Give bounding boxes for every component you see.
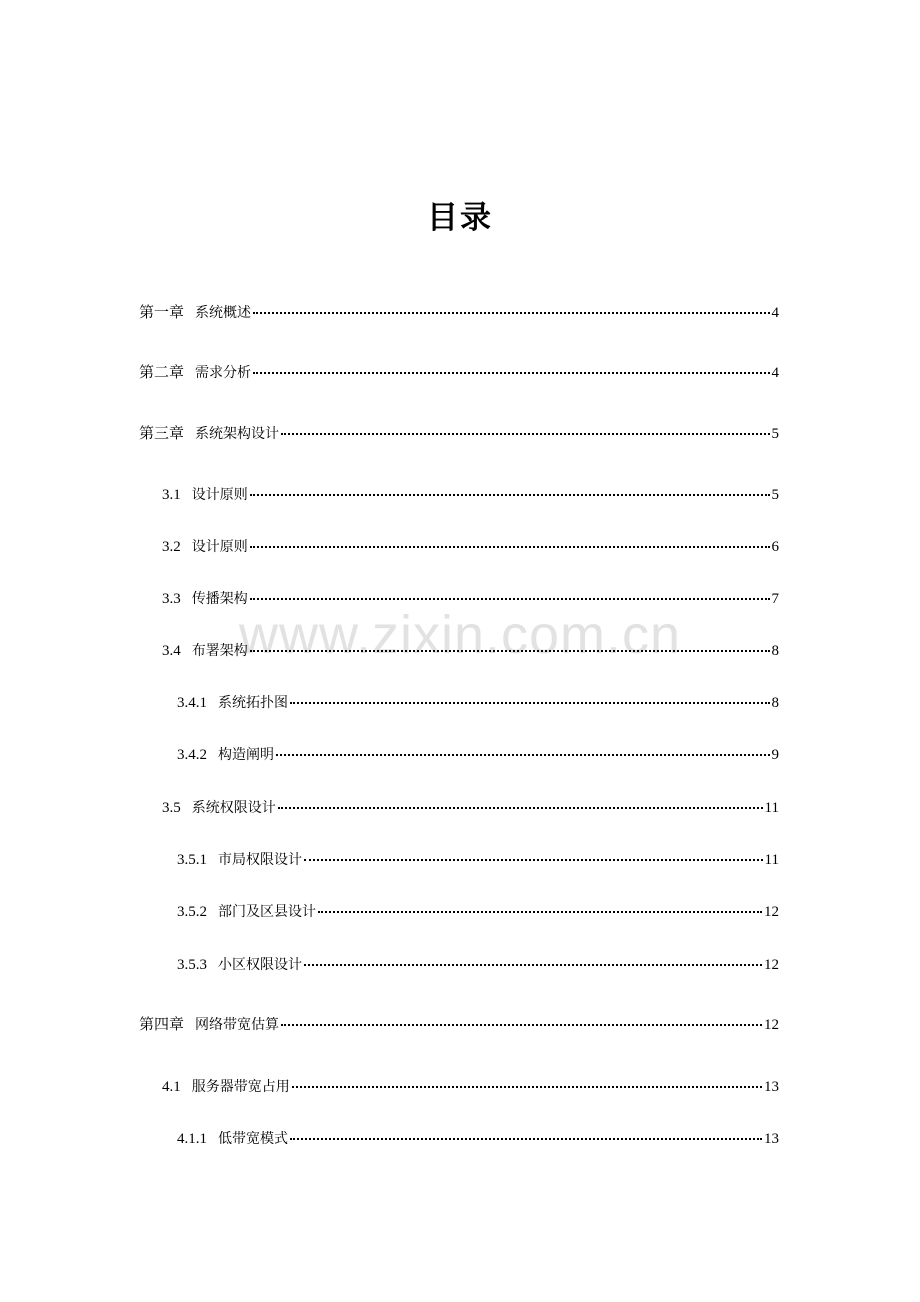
toc-entry-page: 8 — [771, 643, 779, 659]
toc-entry-page: 13 — [764, 1131, 779, 1147]
toc-entry-title: 系统概述 — [195, 305, 252, 321]
toc-entry-number: 第四章 — [139, 1017, 185, 1033]
toc-entry[interactable] — [139, 425, 779, 443]
toc-entry-number: 3.4.1 — [177, 695, 207, 711]
toc-entry[interactable] — [177, 956, 779, 974]
toc-entry-title: 布署架构 — [191, 643, 248, 659]
toc-entry[interactable] — [177, 746, 779, 764]
toc-dot-leader — [253, 312, 769, 314]
toc-entry-page: 5 — [771, 487, 779, 503]
toc-entry-title: 市局权限设计 — [218, 852, 302, 868]
toc-entry-page: 4 — [771, 305, 779, 321]
toc-entry-title: 系统架构设计 — [195, 426, 280, 442]
toc-dot-leader — [281, 1024, 762, 1026]
toc-entry[interactable] — [162, 642, 779, 660]
toc-entry[interactable] — [177, 851, 779, 869]
toc-entry-page: 12 — [764, 957, 779, 973]
toc-entry-number: 第一章 — [139, 305, 185, 321]
toc-entry-number: 3.5 — [162, 800, 181, 816]
toc-entry-title: 构造阐明 — [218, 747, 274, 763]
toc-entry-page: 13 — [764, 1079, 779, 1095]
toc-entry-page: 9 — [771, 747, 779, 763]
page-title: 目录 — [427, 200, 493, 236]
toc-entry-page: 4 — [771, 365, 779, 381]
toc-entry-number: 3.5.3 — [177, 957, 207, 973]
toc-entry-number: 4.1.1 — [177, 1131, 207, 1147]
toc-entry-title: 服务器带宽占用 — [191, 1079, 290, 1095]
toc-dot-leader — [278, 807, 763, 809]
toc-entry-number: 3.3 — [162, 591, 181, 607]
toc-dot-leader — [318, 911, 762, 913]
toc-entry-number: 第二章 — [139, 365, 185, 381]
toc-entry-page: 6 — [771, 539, 779, 555]
toc-entry[interactable] — [162, 1078, 779, 1096]
toc-dot-leader — [250, 494, 770, 496]
toc-entry-page: 7 — [771, 591, 779, 607]
toc-entry[interactable] — [162, 538, 779, 556]
toc-entry[interactable] — [177, 694, 779, 712]
toc-dot-leader — [290, 702, 770, 704]
toc-dot-leader — [304, 964, 762, 966]
toc-entry-title: 低带宽模式 — [218, 1131, 288, 1147]
toc-entry-number: 第三章 — [139, 426, 185, 442]
toc-entry-number: 4.1 — [162, 1079, 181, 1095]
toc-entry[interactable] — [139, 304, 779, 322]
toc-entry-title: 传播架构 — [191, 591, 248, 607]
toc-entry-title: 小区权限设计 — [218, 957, 302, 973]
toc-dot-leader — [253, 372, 769, 374]
toc-entry[interactable] — [177, 1130, 779, 1148]
toc-entry-title: 系统拓扑图 — [218, 695, 288, 711]
toc-entry-page: 8 — [771, 695, 779, 711]
toc-entry[interactable] — [162, 799, 779, 817]
toc-entry-page: 12 — [764, 904, 779, 920]
toc-entry[interactable] — [162, 486, 779, 504]
toc-dot-leader — [250, 546, 770, 548]
toc-dot-leader — [292, 1086, 762, 1088]
toc-entry-number: 3.2 — [162, 539, 181, 555]
toc-entry-number: 3.4.2 — [177, 747, 207, 763]
toc-entry-title: 部门及区县设计 — [218, 904, 316, 920]
toc-entry-number: 3.1 — [162, 487, 181, 503]
toc-entry-title: 系统权限设计 — [191, 800, 276, 816]
toc-entry-number: 3.5.2 — [177, 904, 207, 920]
toc-entry-title: 设计原则 — [191, 539, 248, 555]
toc-entry[interactable] — [139, 364, 779, 382]
toc-dot-leader — [250, 598, 770, 600]
toc-entry-title: 网络带宽估算 — [195, 1017, 280, 1033]
toc-entry[interactable] — [162, 590, 779, 608]
toc-entry-number: 3.4 — [162, 643, 181, 659]
toc-entry-page: 12 — [764, 1017, 779, 1033]
toc-entry-page: 11 — [764, 800, 779, 816]
toc-entry[interactable] — [139, 1016, 779, 1034]
watermark: www.zixin.com.cn — [238, 605, 682, 665]
toc-dot-leader — [276, 754, 770, 756]
toc-entry[interactable] — [177, 903, 779, 921]
toc-entry-page: 5 — [771, 426, 779, 442]
toc-entry-title: 设计原则 — [191, 487, 248, 503]
toc-dot-leader — [250, 650, 770, 652]
toc-entry-page: 11 — [764, 852, 779, 868]
toc-entry-number: 3.5.1 — [177, 852, 207, 868]
toc-dot-leader — [290, 1138, 762, 1140]
toc-entry-title: 需求分析 — [195, 365, 252, 381]
toc-dot-leader — [304, 859, 763, 861]
toc-dot-leader — [281, 433, 769, 435]
